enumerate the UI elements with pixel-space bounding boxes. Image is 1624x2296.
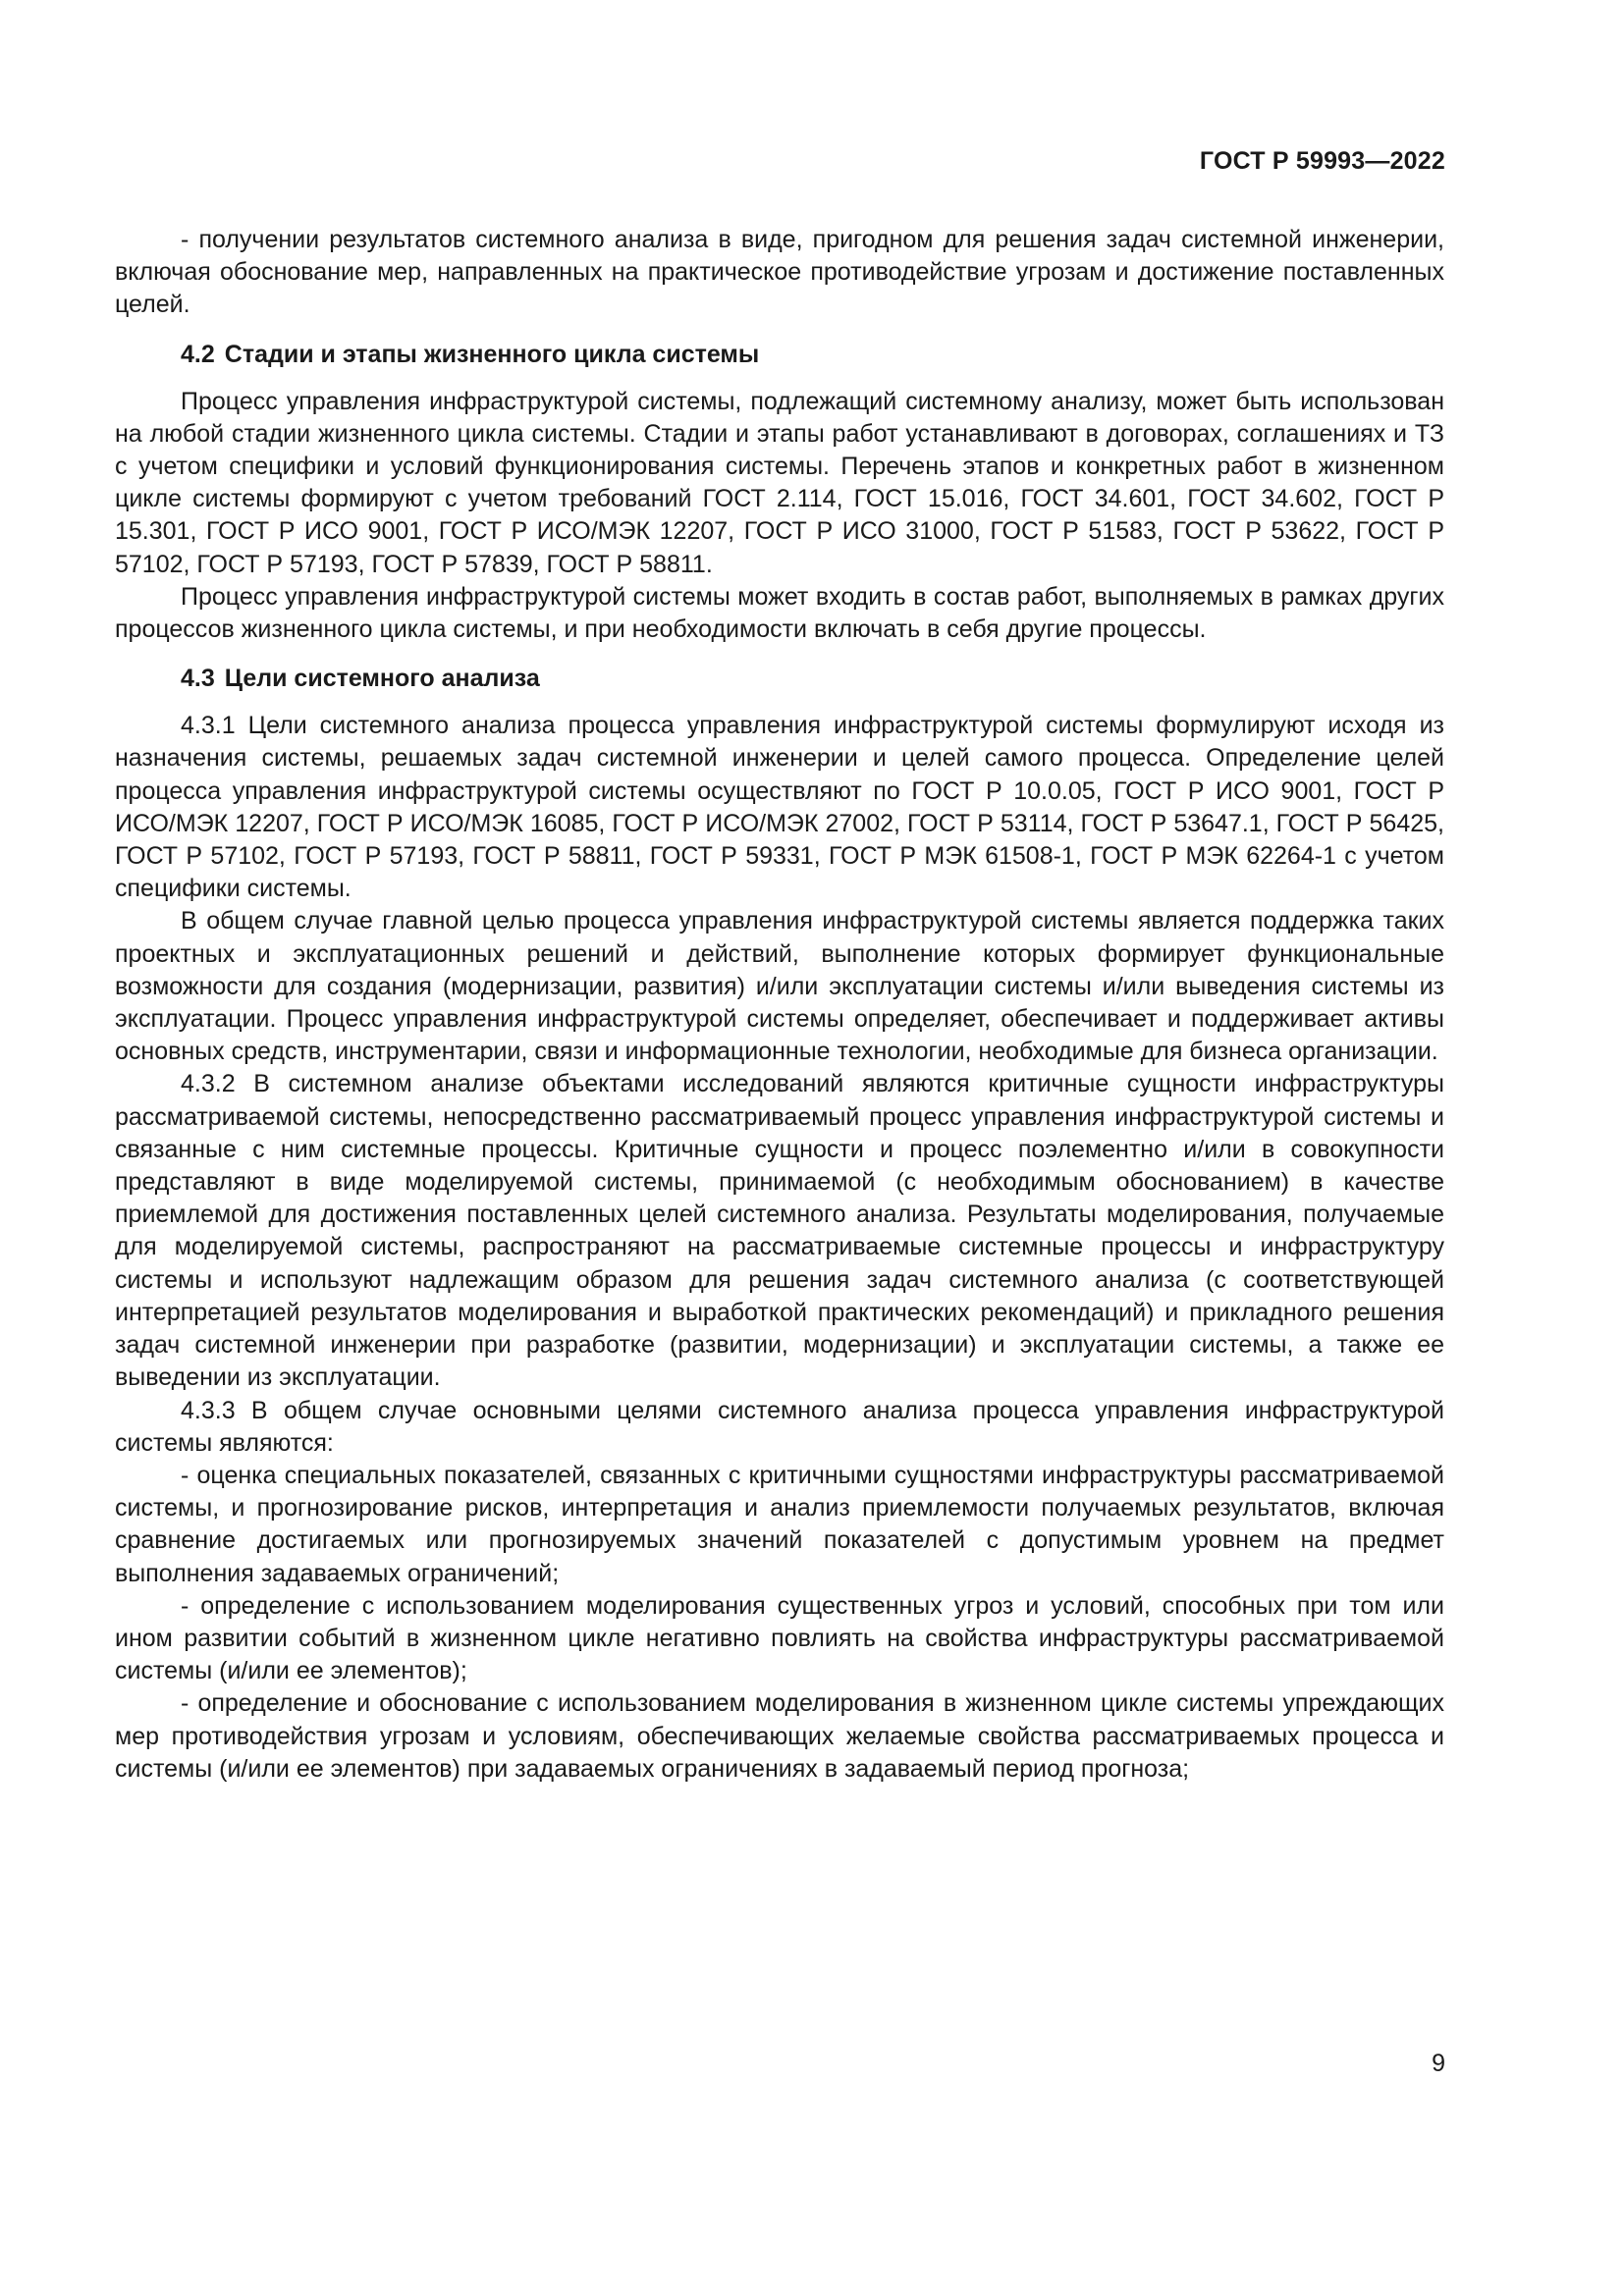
paragraph-list-item: - определение с использованием моделирования существенных угроз и условий, способных при том или ином развитии событий в жизненном цикле негативно повлиять на свойства инфраструктуры рассматриваемой системы (и/или ее элементов);	[115, 1591, 1444, 1685]
paragraph: Процесс управления инфраструктурой системы может входить в состав работ, выполняемых в рамках других процессов жизненного цикла системы, и при необходимости включать в себя другие процессы.	[115, 582, 1444, 644]
paragraph: В общем случае главной целью процесса управления инфраструктурой системы является поддержка таких проектных и эксплуатационных решений и действий, выполнение которых формирует функциональные возможности для создания (модернизации, развития) и/или эксплуатации системы и/или выведения системы из эксплуатации. Процесс управления инфраструктурой системы определяет, обеспечивает и поддерживает активы основных средств, инструментарии, связи и информационные технологии, необходимые для бизнеса организации.	[115, 907, 1444, 1066]
paragraph: Процесс управления инфраструктурой системы, подлежащий системному анализу, может быть использован на любой стадии жизненного цикла системы. Стадии и этапы работ устанавливают в договорах, соглашениях и ТЗ с учетом специфики и условий функционирования системы. Перечень этапов и конкретных работ в жизненном цикле системы формируют с учетом требований ГОСТ 2.114, ГОСТ 15.016, ГОСТ 34.601, ГОСТ 34.602, ГОСТ Р 15.301, ГОСТ Р ИСО 9001, ГОСТ Р ИСО/МЭК 12207, ГОСТ Р ИСО 31000, ГОСТ Р 51583, ГОСТ Р 53622, ГОСТ Р 57102, ГОСТ Р 57193, ГОСТ Р 57839, ГОСТ Р 58811.	[115, 387, 1444, 578]
section-number: 4.2	[181, 340, 215, 368]
section-heading-4-3	[115, 663, 1444, 695]
section-number: 4.3	[181, 665, 215, 693]
document-body	[115, 224, 1444, 1786]
section-title: Цели системного анализа	[224, 665, 540, 693]
paragraph-list-item: - оценка специальных показателей, связанных с критичными сущностями инфраструктуры рассматриваемой системы, и прогнозирование рисков, интерпретация и анализ приемлемости получаемых результатов, включая сравнение достигаемых или прогнозируемых значений показателей с допустимым уровнем на предмет выполнения задаваемых ограничений;	[115, 1461, 1444, 1587]
paragraph-list-item: - определение и обоснование с использованием моделирования в жизненном цикле системы упреждающих мер противодействия угрозам и условиям, обеспечивающих желаемые свойства рассматриваемых процесса и системы (и/или ее элементов) при задаваемых ограничениях в задаваемый период прогноза;	[115, 1689, 1444, 1783]
paragraph-list-item: - получении результатов системного анализа в виде, пригодном для решения задач системной инженерии, включая обоснование мер, направленных на практическое противодействие угрозам и достижение поставленных целей.	[115, 226, 1444, 319]
section-title: Стадии и этапы жизненного цикла системы	[224, 340, 760, 368]
paragraph-4-3-3: 4.3.3 В общем случае основными целями системного анализа процесса управления инфраструктурой системы являются:	[115, 1396, 1444, 1457]
paragraph-4-3-1: 4.3.1 Цели системного анализа процесса управления инфраструктурой системы формулируют исходя из назначения системы, решаемых задач системной инженерии и целей самого процесса. Определение целей процесса управления инфраструктурой системы осуществляют по ГОСТ Р 10.0.05, ГОСТ Р ИСО 9001, ГОСТ Р ИСО/МЭК 12207, ГОСТ Р ИСО/МЭК 16085, ГОСТ Р ИСО/МЭК 27002, ГОСТ Р 53114, ГОСТ Р 53647.1, ГОСТ Р 56425, ГОСТ Р 57102, ГОСТ Р 57193, ГОСТ Р 58811, ГОСТ Р 59331, ГОСТ Р МЭК 61508-1, ГОСТ Р МЭК 62264-1 с учетом специфики системы.	[115, 712, 1444, 903]
page-number: 9	[1432, 2050, 1445, 2077]
section-heading-4-2	[115, 339, 1444, 371]
paragraph-4-3-2: 4.3.2 В системном анализе объектами исследований являются критичные сущности инфраструктуры рассматриваемой системы, непосредственно рассматриваемый процесс управления инфраструктурой системы и связанные с ним системные процессы. Критичные сущности и процесс поэлементно и/или в совокупности представляют в виде моделируемой системы, принимаемой (с необходимым обоснованием) в качестве приемлемой для достижения поставленных целей системного анализа. Результаты моделирования, получаемые для моделируемой системы, распространяют на рассматриваемые системные процессы и инфраструктуру системы и используют надлежащим образом для решения задач системного анализа (с соответствующей интерпретацией результатов моделирования и выработкой практических рекомендаций) и прикладного решения задач системной инженерии при разработке (развитии, модернизации) и эксплуатации системы, а также ее выведении из эксплуатации.	[115, 1070, 1444, 1392]
document-code-header: ГОСТ Р 59993—2022	[1199, 147, 1445, 175]
